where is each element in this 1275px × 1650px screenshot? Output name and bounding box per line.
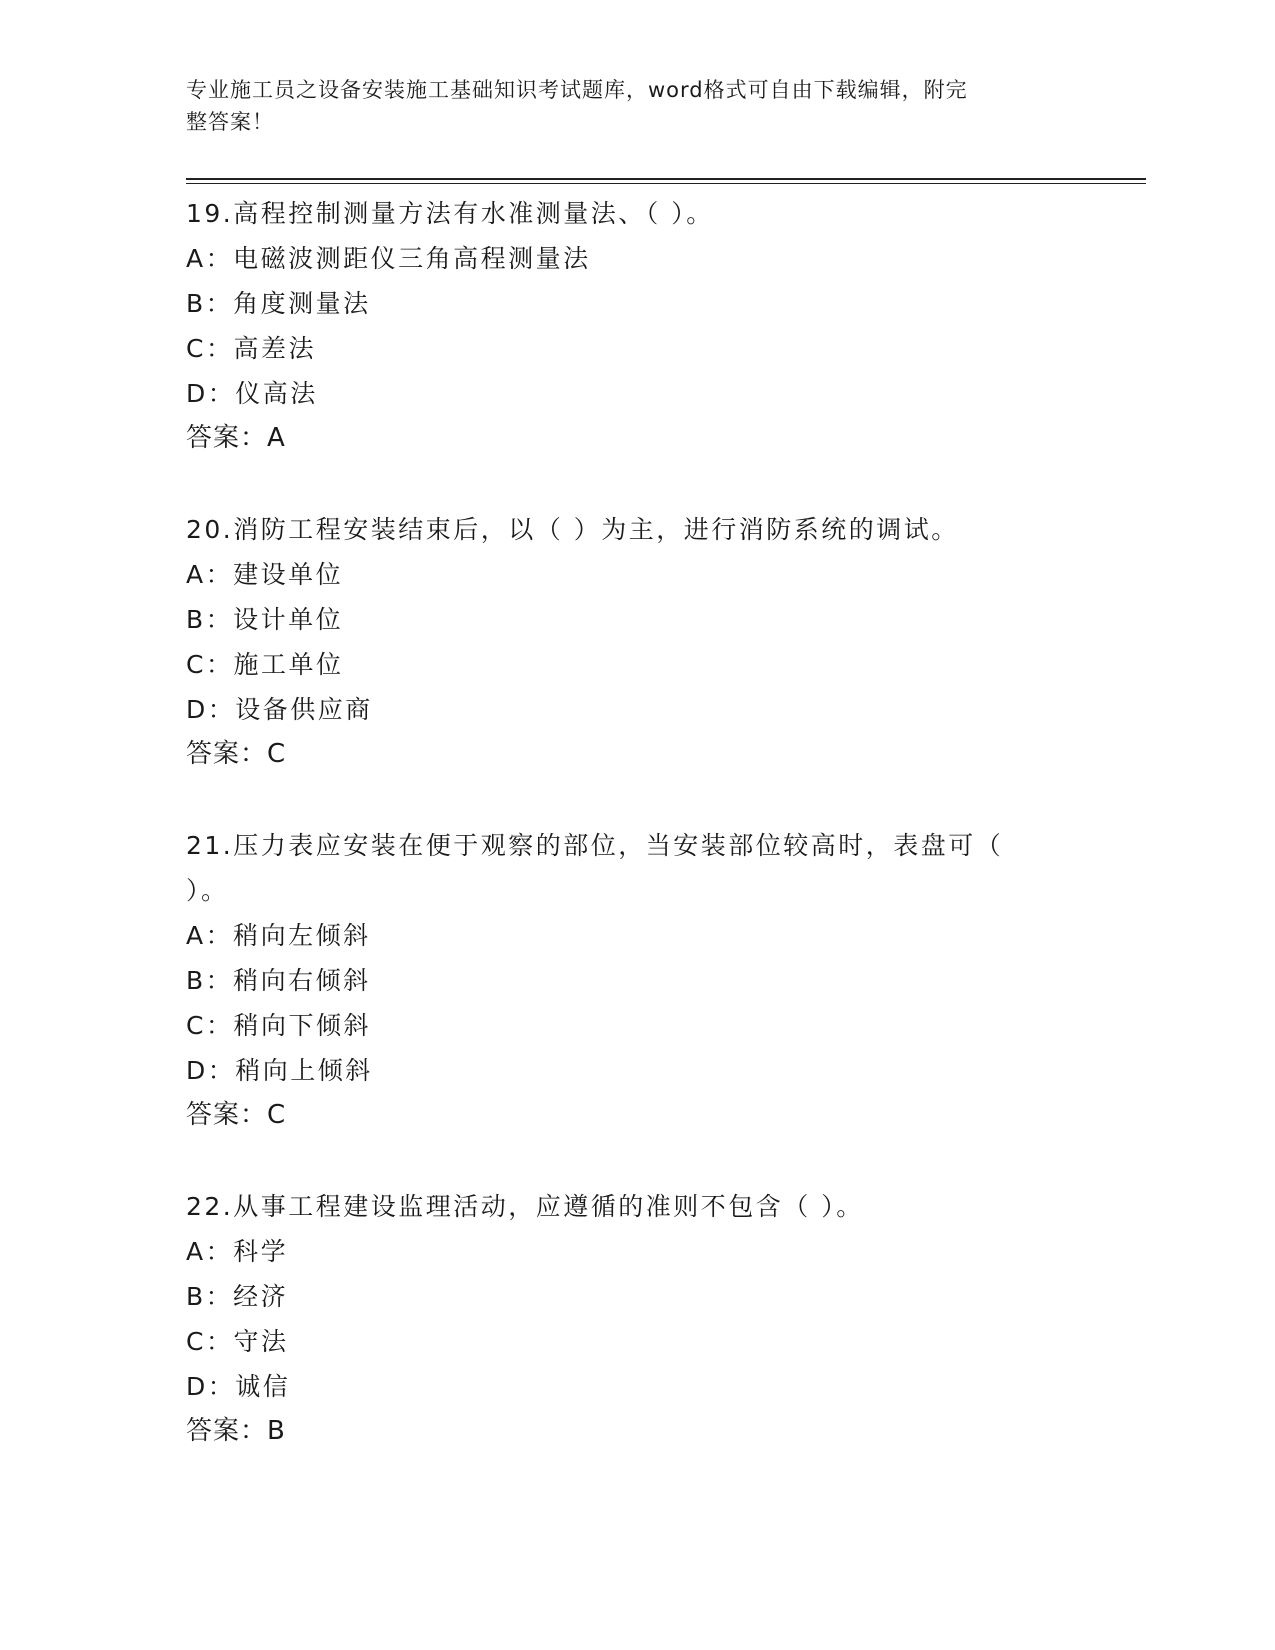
option-d: D：设备供应商 xyxy=(186,695,373,724)
answer-label: 答案：C xyxy=(186,739,287,769)
question-20 xyxy=(186,507,1046,777)
header-line-2: 整答案！ xyxy=(186,110,274,134)
option-c: C：稍向下倾斜 xyxy=(186,1011,371,1040)
header-divider-thin xyxy=(186,183,1146,184)
option-b: B：稍向右倾斜 xyxy=(186,966,371,995)
question-stem: 22.从事工程建设监理活动，应遵循的准则不包含（ ）。 xyxy=(186,1192,864,1221)
option-b: B：经济 xyxy=(186,1282,289,1311)
option-a: A：电磁波测距仪三角高程测量法 xyxy=(186,244,591,273)
question-stem: 20.消防工程安装结束后，以（ ）为主，进行消防系统的调试。 xyxy=(186,515,959,544)
option-d: D：诚信 xyxy=(186,1372,291,1401)
question-stem: 21.压力表应安装在便于观察的部位，当安装部位较高时，表盘可（ ）。 xyxy=(186,831,1004,905)
option-b: B：设计单位 xyxy=(186,605,344,634)
option-d: D：稍向上倾斜 xyxy=(186,1056,373,1085)
option-b: B：角度测量法 xyxy=(186,289,371,318)
option-d: D：仪高法 xyxy=(186,379,318,408)
question-list xyxy=(186,191,1046,1500)
option-c: C：高差法 xyxy=(186,334,316,363)
header-line-1: 专业施工员之设备安装施工基础知识考试题库，word格式可自由下载编辑，附完 xyxy=(186,78,968,102)
option-c: C：施工单位 xyxy=(186,650,344,679)
question-22 xyxy=(186,1184,1046,1454)
option-a: A：建设单位 xyxy=(186,560,344,589)
option-a: A：稍向左倾斜 xyxy=(186,921,371,950)
option-c: C：守法 xyxy=(186,1327,289,1356)
question-21 xyxy=(186,823,1046,1138)
header-divider-thick xyxy=(186,178,1146,180)
question-19 xyxy=(186,191,1046,461)
answer-label: 答案：A xyxy=(186,423,286,453)
document-header xyxy=(186,74,1066,138)
question-stem: 19.高程控制测量方法有水准测量法、（ ）。 xyxy=(186,199,714,228)
option-a: A：科学 xyxy=(186,1237,289,1266)
answer-label: 答案：C xyxy=(186,1100,287,1130)
answer-label: 答案：B xyxy=(186,1416,286,1446)
